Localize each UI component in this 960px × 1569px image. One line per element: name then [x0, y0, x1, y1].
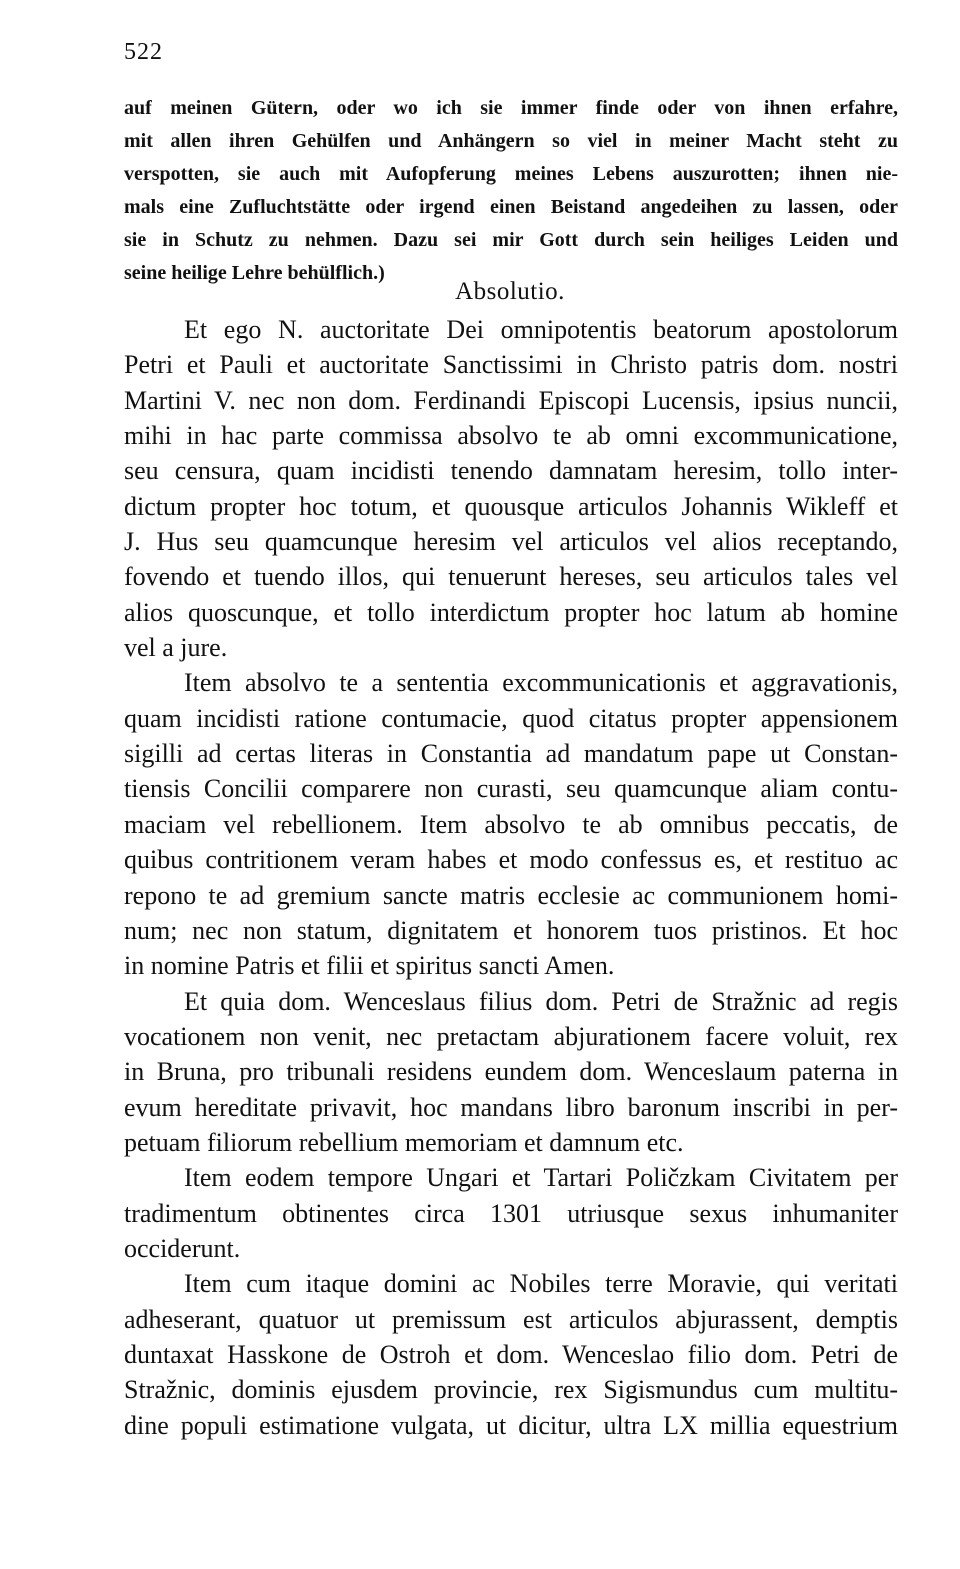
paragraph-line: Petri et Pauli et auctoritate Sanctissimi in Christo patris dom. nostri: [124, 350, 898, 380]
german-line: mals eine Zufluchtstätte oder irgend einen Beistand angedeihen zu lassen, oder: [124, 196, 898, 218]
paragraph-line: mihi in hac parte commissa absolvo te ab omni excommunicatione,: [124, 421, 898, 451]
paragraph-line: tiensis Concilii comparere non curasti, seu quamcunque aliam contu-: [124, 774, 898, 804]
paragraph-line: seu censura, quam incidisti tenendo damnatam heresim, tollo inter-: [124, 456, 898, 486]
german-line: seine heilige Lehre behülflich.): [124, 262, 385, 284]
paragraph-line: num; nec non statum, dignitatem et honorem tuos pristinos. Et hoc: [124, 915, 898, 945]
section-heading: Absolutio.: [455, 278, 565, 305]
german-line: auf meinen Gütern, oder wo ich sie immer finde oder von ihnen erfahre,: [124, 97, 898, 119]
german-line: verspotten, sie auch mit Aufopferung meines Lebens auszurotten; ihnen nie-: [124, 163, 898, 185]
paragraph-line: Item cum itaque domini ac Nobiles terre Moravie, qui veritati: [184, 1269, 898, 1299]
latin-text-block: [124, 312, 898, 1443]
paragraph-line: J. Hus seu quamcunque heresim vel articulos vel alios receptando,: [124, 527, 898, 557]
paragraph-line: tradimentum obtinentes circa 1301 utriusque sexus inhumaniter: [124, 1198, 898, 1228]
paragraph-line: repono te ad gremium sancte matris ecclesie ac communionem homi-: [124, 880, 898, 910]
german-text-block: [124, 92, 898, 290]
paragraph-line: Item eodem tempore Ungari et Tartari Poličzkam Civitatem per: [184, 1163, 898, 1193]
paragraph-line: Item absolvo te a sententia excommunicationis et aggravationis,: [184, 668, 898, 698]
paragraph-line: alios quoscunque, et tollo interdictum propter hoc latum ab homine: [124, 597, 898, 627]
paragraph-line: dictum propter hoc totum, et quousque articulos Johannis Wikleff et: [124, 491, 898, 521]
paragraph-line: adheserant, quatuor ut premissum est articulos abjurassent, demptis: [124, 1304, 898, 1334]
paragraph-line: fovendo et tuendo illos, qui tenuerunt hereses, seu articulos tales vel: [124, 562, 898, 592]
paragraph-line: Stražnic, dominis ejusdem provincie, rex Sigismundus cum multitu-: [124, 1375, 898, 1405]
page-number: 522: [124, 39, 163, 65]
paragraph-line: petuam filiorum rebellium memoriam et damnum etc.: [124, 1127, 684, 1157]
paragraph-line: sigilli ad certas literas in Constantia ad mandatum pape ut Constan-: [124, 739, 898, 769]
paragraph-line: maciam vel rebellionem. Item absolvo te ab omnibus peccatis, de: [124, 809, 898, 839]
paragraph-line: duntaxat Hasskone de Ostroh et dom. Wenceslao filio dom. Petri de: [124, 1339, 898, 1369]
paragraph-line: dine populi estimatione vulgata, ut dicitur, ultra LX millia equestrium: [124, 1410, 898, 1440]
paragraph-line: evum hereditate privavit, hoc mandans libro baronum inscribi in per-: [124, 1092, 898, 1122]
paragraph-line: quam incidisti ratione contumacie, quod citatus propter appensionem: [124, 703, 898, 733]
paragraph-line: vocationem non venit, nec pretactam abjurationem facere voluit, rex: [124, 1021, 898, 1051]
german-line: mit allen ihren Gehülfen und Anhängern so viel in meiner Macht steht zu: [124, 130, 898, 152]
paragraph-line: in nomine Patris et filii et spiritus sancti Amen.: [124, 951, 615, 981]
paragraph-line: occiderunt.: [124, 1233, 241, 1263]
paragraph-line: Martini V. nec non dom. Ferdinandi Episcopi Lucensis, ipsius nuncii,: [124, 385, 898, 415]
paragraph-line: Et quia dom. Wenceslaus filius dom. Petri de Stražnic ad regis: [184, 986, 898, 1016]
german-line: sie in Schutz zu nehmen. Dazu sei mir Gott durch sein heiliges Leiden und: [124, 229, 898, 251]
paragraph-line: vel a jure.: [124, 633, 228, 663]
paragraph-line: in Bruna, pro tribunali residens eundem dom. Wenceslaum paterna in: [124, 1057, 898, 1087]
paragraph-line: Et ego N. auctoritate Dei omnipotentis beatorum apostolorum: [184, 315, 898, 344]
paragraph-line: quibus contritionem veram habes et modo confessus es, et restituo ac: [124, 845, 898, 875]
